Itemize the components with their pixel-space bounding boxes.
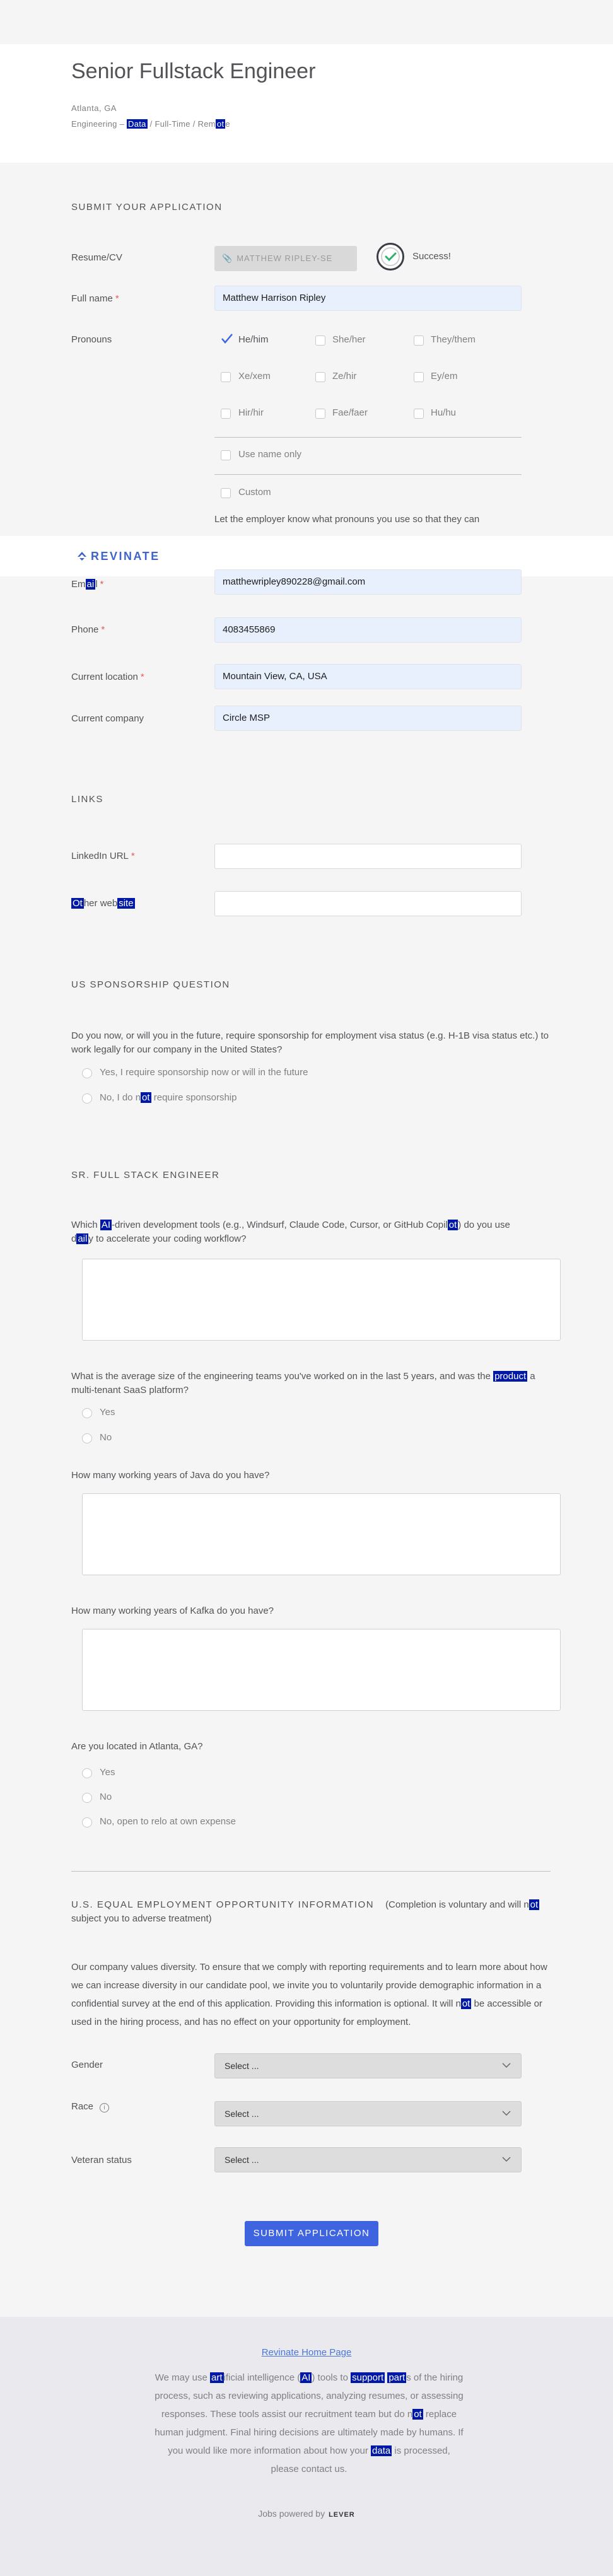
- lever-logo[interactable]: LEVER: [329, 2511, 355, 2519]
- question-team-size: [71, 1370, 557, 1397]
- pronoun-label: Custom: [238, 487, 271, 498]
- answer-java-textarea[interactable]: [82, 1493, 561, 1575]
- section-title-links: LINKS: [71, 794, 103, 805]
- pronouns-label: Pronouns: [71, 334, 112, 345]
- answer-ai-tools-textarea[interactable]: [82, 1259, 561, 1341]
- question-atlanta: Are you located in Atlanta, GA?: [71, 1741, 203, 1752]
- footer: [0, 2317, 613, 2576]
- race-label-text: Race: [71, 2101, 94, 2112]
- pronoun-label: Use name only: [238, 449, 302, 460]
- location-label-text: Current location: [71, 672, 138, 682]
- required-mark: *: [140, 672, 144, 682]
- checkbox[interactable]: [315, 409, 325, 419]
- q-highlight: AI: [101, 1220, 111, 1230]
- revinate-logo[interactable]: [77, 550, 160, 563]
- radio[interactable]: [82, 1817, 92, 1827]
- select-value: Select ...: [225, 2109, 259, 2119]
- resume-label: Resume/CV: [71, 252, 122, 263]
- revinate-logo-icon: [77, 551, 87, 561]
- paperclip-icon: 📎: [222, 254, 233, 263]
- required-mark: *: [100, 579, 104, 590]
- linkedin-input[interactable]: [214, 844, 522, 869]
- email-label-highlight: ai: [86, 579, 95, 590]
- footer-highlight: art: [211, 2372, 223, 2383]
- fullname-label: [71, 293, 119, 304]
- home-page-link[interactable]: Revinate Home Page: [261, 2347, 352, 2358]
- q-highlight: ail: [78, 1233, 88, 1244]
- fullname-label-text: Full name: [71, 293, 113, 304]
- required-mark: *: [115, 293, 119, 304]
- q-text: d: [71, 1233, 77, 1244]
- option-label: Yes, I require sponsorship now or will in the future: [100, 1067, 308, 1078]
- option-label: Yes: [100, 1407, 115, 1418]
- info-icon[interactable]: i: [100, 2103, 109, 2113]
- option-text: require sponsorship: [151, 1092, 237, 1103]
- eeo-text: be accessible or used in the hiring process, and has no effect on your opportunity for employment.: [71, 1998, 542, 2027]
- eeo-note: subject you to adverse treatment): [71, 1913, 212, 1924]
- option-label: No: [100, 1432, 112, 1443]
- radio[interactable]: [82, 1793, 92, 1803]
- radio[interactable]: [82, 1093, 92, 1104]
- radio[interactable]: [82, 1768, 92, 1778]
- checkbox[interactable]: [414, 409, 424, 419]
- label-text: her web: [83, 898, 118, 909]
- checkmark-icon: [221, 333, 233, 344]
- q-text: a multi-tenant SaaS platform?: [71, 1371, 535, 1396]
- footer-text: ificial intelligence (: [223, 2372, 301, 2383]
- veteran-select[interactable]: [214, 2147, 522, 2172]
- eeo-note-highlight: ot: [530, 1899, 539, 1910]
- location-label: [71, 672, 144, 682]
- resume-upload-button[interactable]: [214, 246, 357, 271]
- divider: [214, 474, 522, 475]
- radio[interactable]: [82, 1408, 92, 1418]
- section-title-sfse: SR. FULL STACK ENGINEER: [71, 1170, 220, 1180]
- section-title-application: SUBMIT YOUR APPLICATION: [71, 202, 223, 213]
- pronoun-label: Hir/hir: [238, 407, 264, 418]
- checkbox[interactable]: [414, 372, 424, 382]
- option-text: No, I do n: [100, 1092, 141, 1103]
- q-highlight: ot: [448, 1220, 457, 1230]
- footer-highlight: support: [352, 2372, 384, 2383]
- job-title: Senior Fullstack Engineer: [71, 59, 316, 83]
- checkbox[interactable]: [414, 335, 424, 346]
- veteran-label: Veteran status: [71, 2155, 132, 2165]
- option-label: Yes: [100, 1767, 115, 1778]
- email-label-text: Em: [71, 579, 86, 590]
- race-select[interactable]: [214, 2101, 522, 2126]
- pronoun-note: Let the employer know what pronouns you use so that they can: [214, 514, 480, 525]
- q-text: ) do you use: [458, 1220, 510, 1230]
- footer-highlight: data: [372, 2445, 391, 2456]
- pronoun-label: She/her: [332, 334, 366, 345]
- select-value: Select ...: [225, 2061, 259, 2071]
- category-highlight: ot: [216, 119, 225, 129]
- divider: [214, 437, 522, 438]
- chevron-down-icon: [502, 2111, 511, 2116]
- required-mark: *: [101, 624, 105, 635]
- question-kafka-years: How many working years of Kafka do you have?: [71, 1606, 274, 1616]
- success-text: Success!: [412, 251, 451, 262]
- section-title-eeo: U.S. EQUAL EMPLOYMENT OPPORTUNITY INFORMATION: [71, 1899, 375, 1910]
- q-text: -driven development tools (e.g., Windsurf, Claude Code, Cursor, or GitHub Copil: [112, 1220, 448, 1230]
- sponsorship-question: Do you now, or will you in the future, require sponsorship for employment visa status (e.g. H-1B visa status etc.) to work legally for our company in the United States?: [71, 1030, 549, 1055]
- eeo-text: Our company values diversity. To ensure that we comply with reporting requirements and to learn more about how we can increase diversity in our candidate pool, we invite you to voluntarily provide demographic information in a confidential survey at the end of this application. Providing this information is optional. It will n: [71, 1962, 547, 2009]
- phone-label: [71, 624, 105, 635]
- divider: [71, 1871, 551, 1872]
- category-highlight: Data: [128, 119, 146, 129]
- gender-select[interactable]: [214, 2053, 522, 2078]
- q-text: What is the average size of the engineering teams you've worked on in the last 5 years, and was the: [71, 1371, 494, 1382]
- footer-text: ) tools to: [312, 2372, 351, 2383]
- footer-highlight: ot: [414, 2409, 422, 2420]
- company-input[interactable]: Circle MSP: [214, 706, 522, 731]
- checkbox[interactable]: [315, 335, 325, 346]
- checkbox[interactable]: [221, 409, 231, 419]
- pronoun-label: Xe/xem: [238, 371, 271, 382]
- q-highlight: product: [494, 1371, 527, 1382]
- option-label: No, open to relo at own expense: [100, 1816, 236, 1827]
- checkbox[interactable]: [221, 488, 231, 498]
- powered-by: [0, 2509, 613, 2519]
- answer-kafka-textarea[interactable]: [82, 1629, 561, 1711]
- footer-text: We may use: [155, 2372, 210, 2383]
- checkbox[interactable]: [221, 372, 231, 382]
- email-label-text: l: [95, 579, 98, 590]
- linkedin-label-text: LinkedIn URL: [71, 851, 129, 861]
- checkbox[interactable]: [315, 372, 325, 382]
- ai-disclaimer: [155, 2369, 464, 2478]
- logo-text: REVINATE: [91, 550, 160, 562]
- job-categories: [71, 119, 542, 129]
- other-website-input[interactable]: [214, 891, 522, 916]
- eeo-note: (Completion is voluntary and will n: [385, 1899, 529, 1910]
- footer-text: is processed, please contact us.: [271, 2445, 450, 2474]
- pronoun-label: They/them: [431, 334, 476, 345]
- phone-input[interactable]: 4083455869: [214, 617, 522, 643]
- company-label: Current company: [71, 713, 144, 724]
- question-java-years: How many working years of Java do you have?: [71, 1470, 270, 1481]
- footer-highlight: part: [388, 2372, 406, 2383]
- footer-text: replace human judgment. Final hiring decisions are ultimately made by humans. If you would like more information about how your: [155, 2409, 464, 2456]
- job-location: Atlanta, GA: [71, 103, 117, 113]
- option-label: No: [100, 1792, 112, 1802]
- pronoun-label: Ze/hir: [332, 371, 357, 382]
- email-label: [71, 579, 103, 590]
- success-check-icon: [377, 243, 404, 271]
- footer-highlight: AI: [301, 2372, 311, 2383]
- checkbox[interactable]: [221, 450, 231, 460]
- gender-label: Gender: [71, 2060, 103, 2070]
- required-mark: *: [131, 851, 135, 861]
- category-text: Engineering –: [71, 119, 127, 129]
- category-text: e: [225, 119, 230, 129]
- question-ai-tools: [71, 1218, 551, 1246]
- label-highlight: Ot: [73, 898, 83, 909]
- eeo-paragraph: [71, 1958, 554, 2031]
- eeo-highlight: ot: [462, 1998, 470, 2009]
- pronoun-label: Hu/hu: [431, 407, 457, 418]
- label-highlight: site: [119, 898, 134, 909]
- chevron-down-icon: [502, 2063, 511, 2068]
- powered-by-text: Jobs powered by: [258, 2509, 325, 2519]
- fullname-input[interactable]: Matthew Harrison Ripley: [214, 286, 522, 311]
- eeo-heading: [71, 1898, 551, 1926]
- q-text: y to accelerate your coding workflow?: [88, 1233, 247, 1244]
- radio[interactable]: [82, 1433, 92, 1443]
- top-strip: [0, 0, 613, 44]
- q-text: Which: [71, 1220, 100, 1230]
- pronoun-label: He/him: [238, 334, 269, 345]
- phone-label-text: Phone: [71, 624, 99, 635]
- section-title-sponsorship: US SPONSORSHIP QUESTION: [71, 979, 230, 990]
- resume-filename: MATTHEW RIPLEY-SE: [236, 254, 333, 263]
- location-input[interactable]: Mountain View, CA, USA: [214, 664, 522, 689]
- select-value: Select ...: [225, 2155, 259, 2165]
- option-highlight: ot: [142, 1092, 150, 1103]
- category-text: / Full-Time / Rem: [147, 119, 216, 129]
- email-input[interactable]: matthewripley890228@gmail.com: [214, 569, 522, 595]
- chevron-down-icon: [502, 2157, 511, 2162]
- footer-text: s of the hiring process, such as reviewing applications, analyzing resumes, or assessing responses. These tools assist our recruitment team but do n: [155, 2372, 464, 2420]
- pronoun-label: Ey/em: [431, 371, 458, 382]
- linkedin-label: [71, 851, 135, 861]
- other-website-label: [71, 898, 135, 909]
- pronoun-label: Fae/faer: [332, 407, 368, 418]
- option-label: [100, 1092, 236, 1103]
- radio[interactable]: [82, 1068, 92, 1078]
- submit-application-button[interactable]: SUBMIT APPLICATION: [245, 2221, 378, 2246]
- job-header: [0, 44, 613, 163]
- race-label: [71, 2101, 109, 2113]
